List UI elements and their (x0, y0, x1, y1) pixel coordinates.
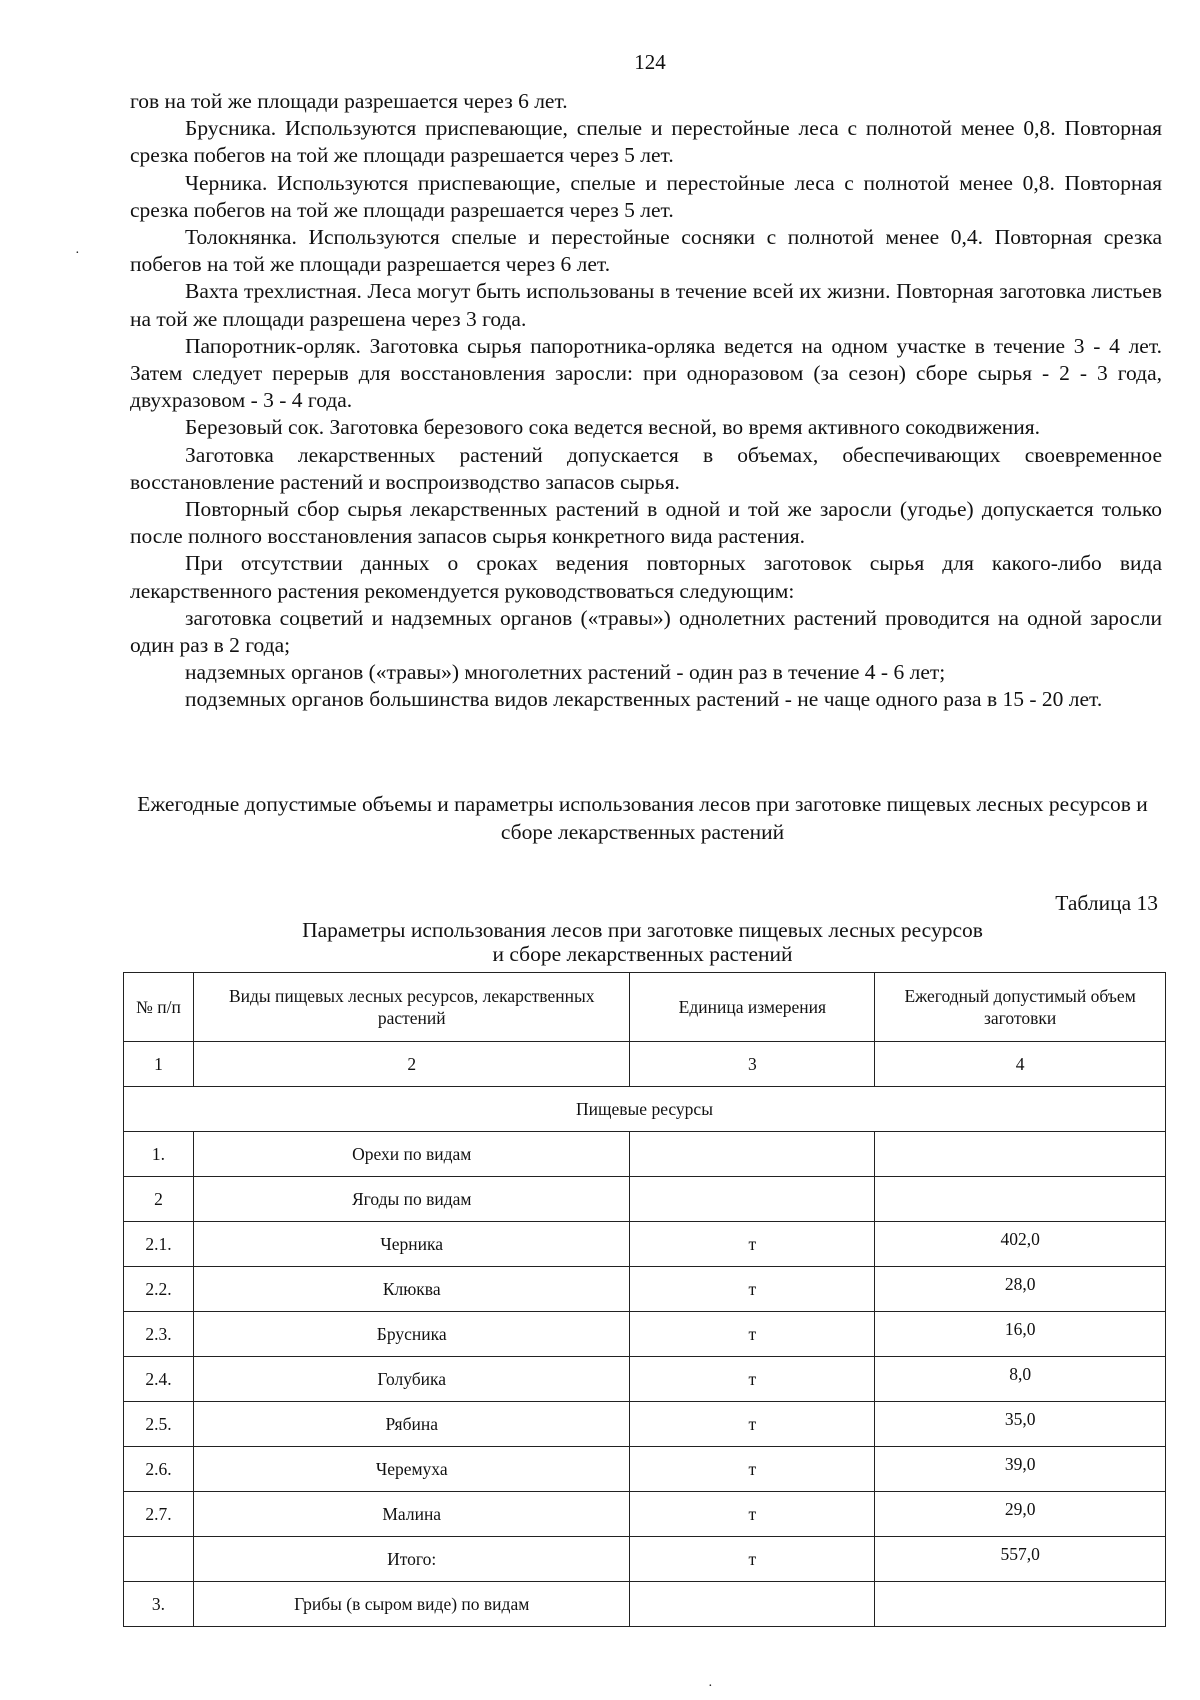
paragraph: Толокнянка. Используются спелые и перестойные сосняки с полнотой менее 0,4. Повторная срезка побегов на той же площади разрешается через 6 лет. (130, 225, 1162, 277)
table-row (124, 1447, 1166, 1492)
paragraph: Брусника. Используются приспевающие, спелые и перестойные леса с полнотой менее 0,8. Повторная срезка побегов на той же площади разрешается через 5 лет. (130, 116, 1162, 168)
header-number: № п/п (124, 973, 194, 1042)
table-title-line1: Параметры использования лесов при заготовке пищевых лесных ресурсов (302, 918, 983, 942)
body-text (130, 88, 1162, 714)
row-unit: т (630, 1312, 875, 1357)
row-resource: Черника (193, 1222, 630, 1267)
row-resource: Клюква (193, 1267, 630, 1312)
table-header-row (124, 973, 1166, 1042)
row-volume: 29,0 (875, 1492, 1166, 1537)
row-number: 2.5. (124, 1402, 194, 1447)
row-number: 2.2. (124, 1267, 194, 1312)
row-number: 1. (124, 1132, 194, 1177)
row-unit: т (630, 1447, 875, 1492)
row-resource: Грибы (в сыром виде) по видам (193, 1582, 630, 1627)
paragraph: Повторный сбор сырья лекарственных растений в одной и той же заросли (угодье) допускается только после полного восстановления запасов сырья конкретного вида растения. (130, 497, 1162, 549)
column-number: 4 (875, 1042, 1166, 1087)
row-number: 2.7. (124, 1492, 194, 1537)
table-row (124, 1222, 1166, 1267)
paragraph: Березовый сок. Заготовка березового сока ведется весной, во время активного сокодвижения. (185, 415, 1041, 440)
row-volume: 8,0 (875, 1357, 1166, 1402)
row-volume: 402,0 (875, 1222, 1166, 1267)
paragraph: подземных органов большинства видов лекарственных растений - не чаще одного раза в 15 - 20 лет. (185, 687, 1103, 712)
row-resource: Голубика (193, 1357, 630, 1402)
column-number: 2 (193, 1042, 630, 1087)
table-title-line2: и сборе лекарственных растений (492, 942, 793, 966)
table-row (124, 1132, 1166, 1177)
table-title (120, 918, 1165, 966)
row-unit: т (630, 1402, 875, 1447)
row-resource: Ягоды по видам (193, 1177, 630, 1222)
section-row (124, 1087, 1166, 1132)
row-resource: Орехи по видам (193, 1132, 630, 1177)
table-row (124, 1402, 1166, 1447)
row-volume: 39,0 (875, 1447, 1166, 1492)
table-row (124, 1492, 1166, 1537)
row-volume: 28,0 (875, 1267, 1166, 1312)
row-volume (875, 1177, 1166, 1222)
table-row (124, 1312, 1166, 1357)
row-unit: т (630, 1222, 875, 1267)
table-row (124, 1582, 1166, 1627)
paragraph: При отсутствии данных о сроках ведения повторных заготовок сырья для какого-либо вида лекарственного растения рекомендуется руководствоваться следующим: (130, 551, 1162, 603)
row-unit: т (630, 1267, 875, 1312)
row-resource: Черемуха (193, 1447, 630, 1492)
row-unit (630, 1177, 875, 1222)
row-resource: Брусника (193, 1312, 630, 1357)
header-resource: Виды пищевых лесных ресурсов, лекарственных растений (193, 973, 630, 1042)
row-volume (875, 1582, 1166, 1627)
table-label: Таблица 13 (1055, 891, 1158, 915)
column-number: 1 (124, 1042, 194, 1087)
row-unit: т (630, 1537, 875, 1582)
row-resource: Рябина (193, 1402, 630, 1447)
section-title: Ежегодные допустимые объемы и параметры использования лесов при заготовке пищевых лесных ресурсов и сборе лекарственных растений (137, 792, 1148, 844)
row-number: 2.1. (124, 1222, 194, 1267)
section-label: Пищевые ресурсы (124, 1087, 1166, 1132)
row-number: 2.4. (124, 1357, 194, 1402)
row-number: 2 (124, 1177, 194, 1222)
row-unit (630, 1132, 875, 1177)
row-unit: т (630, 1492, 875, 1537)
row-number: 2.6. (124, 1447, 194, 1492)
row-number: 2.3. (124, 1312, 194, 1357)
paragraph: Папоротник-орляк. Заготовка сырья папоротника-орляка ведется на одном участке в течение 3 - 4 лет. Затем следует перерыв для восстановления заросли: при одноразовом (за сезон) сборе сырья - 2 - 3 года, двухразовом - 3 - 4 года. (130, 333, 1162, 413)
table-row (124, 1537, 1166, 1582)
row-volume: 557,0 (875, 1537, 1166, 1582)
paragraph: Заготовка лекарственных растений допускается в объемах, обеспечивающих своевременное восстановление растений и воспроизводство запасов сырья. (130, 442, 1162, 494)
column-number-row (124, 1042, 1166, 1087)
table-row (124, 1357, 1166, 1402)
paragraph: Вахта трехлистная. Леса могут быть использованы в течение всей их жизни. Повторная заготовка листьев на той же площади разрешена через 3 года. (130, 279, 1162, 331)
page-number: 124 (634, 50, 666, 74)
row-number: 3. (124, 1582, 194, 1627)
row-volume: 35,0 (875, 1402, 1166, 1447)
paragraph: гов на той же площади разрешается через 6 лет. (130, 89, 568, 113)
scan-speck: · (708, 1679, 713, 1694)
row-resource: Итого: (193, 1537, 630, 1582)
paragraph: надземных органов («травы») многолетних растений - один раз в течение 4 - 6 лет; (185, 660, 946, 685)
header-volume: Ежегодный допустимый объем заготовки (875, 973, 1166, 1042)
table-row (124, 1177, 1166, 1222)
row-volume: 16,0 (875, 1312, 1166, 1357)
paragraph: Черника. Используются приспевающие, спелые и перестойные леса с полнотой менее 0,8. Повторная срезка побегов на той же площади разрешается через 5 лет. (130, 170, 1162, 222)
parameters-table (123, 972, 1166, 1627)
table-row (124, 1267, 1166, 1312)
row-volume (875, 1132, 1166, 1177)
scan-speck: · (75, 246, 80, 261)
row-number (124, 1537, 194, 1582)
row-unit: т (630, 1357, 875, 1402)
row-unit (630, 1582, 875, 1627)
paragraph: заготовка соцветий и надземных органов («травы») однолетних растений проводится на одной заросли один раз в 2 года; (130, 605, 1162, 658)
row-resource: Малина (193, 1492, 630, 1537)
column-number: 3 (630, 1042, 875, 1087)
header-unit: Единица измерения (630, 973, 875, 1042)
